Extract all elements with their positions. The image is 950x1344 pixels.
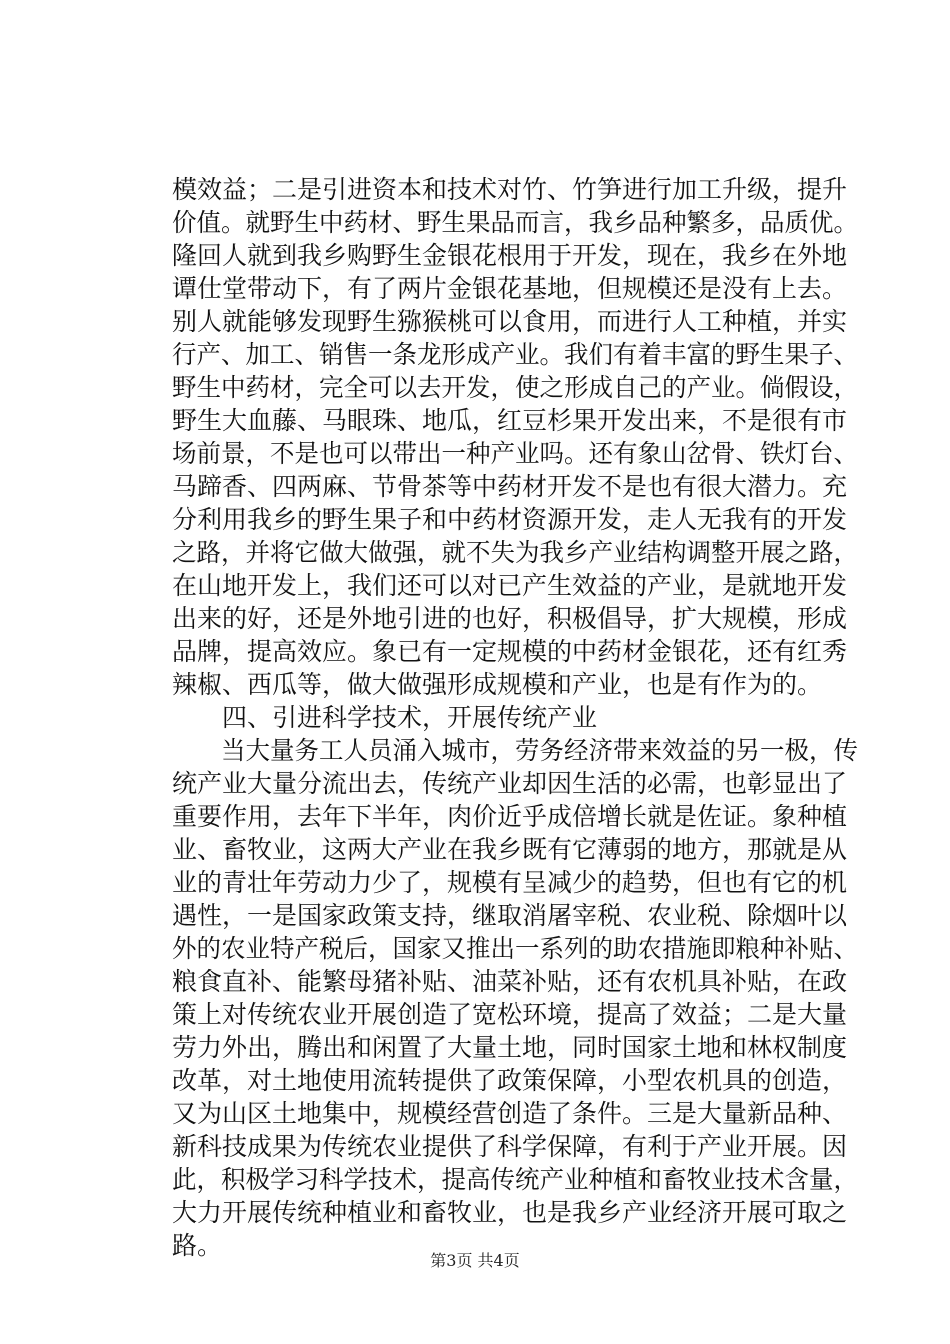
text-line: 大力开展传统种植业和畜牧业，也是我乡产业经济开展可取之 bbox=[172, 1198, 848, 1227]
text-line: 马蹄香、四两麻、节骨茶等中药材开发不是也有很大潜力。充 bbox=[172, 472, 848, 501]
text-line: 品牌，提高效应。象已有一定规模的中药材金银花，还有红秀 bbox=[172, 637, 848, 666]
text-line: 又为山区土地集中，规模经营创造了条件。三是大量新品种、 bbox=[172, 1099, 848, 1128]
text-line: 策上对传统农业开展创造了宽松环境，提高了效益；二是大量 bbox=[172, 1000, 848, 1029]
text-line: 出来的好，还是外地引进的也好，积极倡导，扩大规模，形成 bbox=[172, 604, 848, 633]
text-line: 重要作用，去年下半年，肉价近乎成倍增长就是佐证。象种植 bbox=[172, 802, 848, 831]
text-line: 别人就能够发现野生猕猴桃可以食用，而进行人工种植，并实 bbox=[172, 307, 848, 336]
text-line: 外的农业特产税后，国家又推出一系列的助农措施即粮种补贴、 bbox=[172, 934, 859, 963]
text-line: 业、畜牧业，这两大产业在我乡既有它薄弱的地方，那就是从 bbox=[172, 835, 848, 864]
text-line: 模效益；二是引进资本和技术对竹、竹笋进行加工升级，提升 bbox=[172, 175, 848, 204]
text-line: 野生中药材，完全可以去开发，使之形成自己的产业。倘假设， bbox=[172, 373, 859, 402]
text-line: 粮食直补、能繁母猪补贴、油菜补贴，还有农机具补贴，在政 bbox=[172, 967, 848, 996]
text-line: 在山地开发上，我们还可以对已产生效益的产业，是就地开发 bbox=[172, 571, 848, 600]
text-line: 劳力外出，腾出和闲置了大量土地，同时国家土地和林权制度 bbox=[172, 1033, 848, 1062]
text-line: 改革，对土地使用流转提供了政策保障，小型农机具的创造， bbox=[172, 1066, 848, 1095]
text-line: 路。 bbox=[172, 1231, 223, 1260]
text-line: 之路，并将它做大做强，就不失为我乡产业结构调整开展之路， bbox=[172, 538, 859, 567]
text-line: 业的青壮年劳动力少了，规模有呈减少的趋势，但也有它的机 bbox=[172, 868, 848, 897]
text-line: 谭仕堂带动下，有了两片金银花基地，但规模还是没有上去。 bbox=[172, 274, 848, 303]
text-line: 场前景，不是也可以带出一种产业吗。还有象山岔骨、铁灯台、 bbox=[172, 439, 859, 468]
text-line: 辣椒、西瓜等，做大做强形成规模和产业，也是有作为的。 bbox=[172, 670, 823, 699]
text-line: 遇性，一是国家政策支持，继取消屠宰税、农业税、除烟叶以 bbox=[172, 901, 848, 930]
text-line: 行产、加工、销售一条龙形成产业。我们有着丰富的野生果子、 bbox=[172, 340, 859, 369]
text-line: 此，积极学习科学技术，提高传统产业种植和畜牧业技术含量， bbox=[172, 1165, 859, 1194]
text-line: 野生大血藤、马眼珠、地瓜，红豆杉果开发出来，不是很有市 bbox=[172, 406, 848, 435]
section-heading: 四、引进科学技术，开展传统产业 bbox=[172, 703, 598, 732]
text-line: 隆回人就到我乡购野生金银花根用于开发，现在，我乡在外地 bbox=[172, 241, 848, 270]
text-line: 新科技成果为传统农业提供了科学保障，有利于产业开展。因 bbox=[172, 1132, 848, 1161]
text-line: 统产业大量分流出去，传统产业却因生活的必需，也彰显出了 bbox=[172, 769, 848, 798]
text-line: 当大量务工人员涌入城市，劳务经济带来效益的另一极，传 bbox=[172, 736, 859, 765]
page-number-footer: 第3页 共4页 bbox=[430, 1251, 520, 1270]
text-line: 价值。就野生中药材、野生果品而言，我乡品种繁多，品质优。 bbox=[172, 208, 859, 237]
text-line: 分利用我乡的野生果子和中药材资源开发，走人无我有的开发 bbox=[172, 505, 848, 534]
